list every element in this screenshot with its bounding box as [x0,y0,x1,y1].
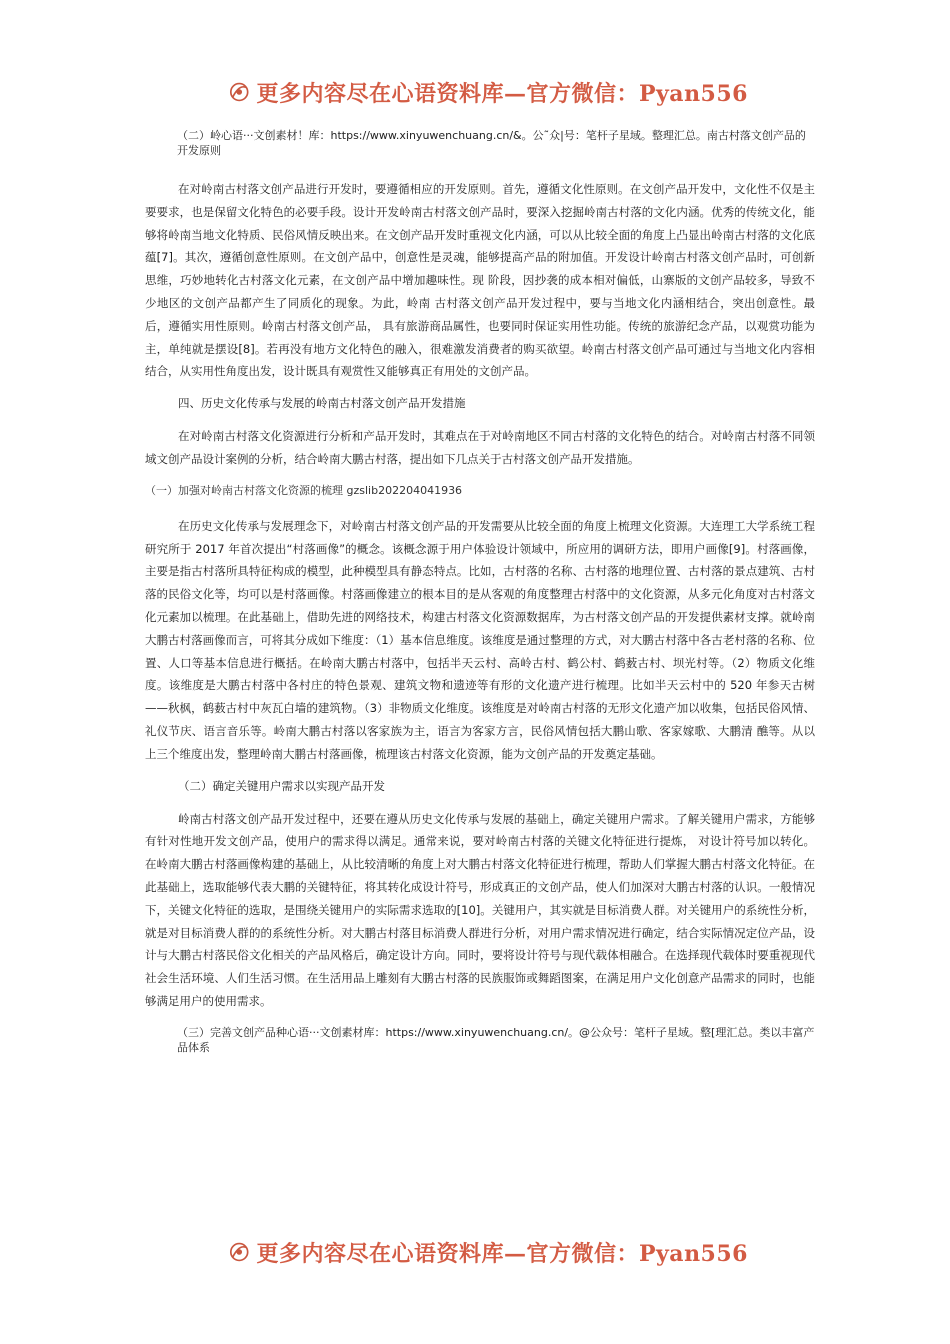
document-body [145,128,815,1075]
subsection-heading: （一）加强对岭南古村落文化资源的梳理 gzslib202204041936 [145,483,463,497]
section-heading: 四、历史文化传承与发展的岭南古村落文创产品开发措施 [178,396,466,411]
footer-banner [228,1232,748,1272]
paragraph: 在对岭南古村落文创产品进行开发时，要遵循相应的开发原则。首先，遵循文化性原则。在文创产品开发中，文化性不仅是主要要求，也是保留文化特色的必要手段。设计开发岭南古村落文创产品时，要深入挖掘岭南古村落的文化内涵。优秀的传统文化，能够将岭南当地文化特质、民俗风情反映出来。在文创产品开发时重视文化内涵，可以从比较全面的角度上凸显出岭南古村落的文化底蕴[7]。其次，遵循创意性原则。在文创产品中，创意性是灵魂，能够提高产品的附加值。开发设计岭南古村落文创产品时，可创新思维，巧妙地转化古村落文化元素，在文创产品中增加趣味性。现 阶段，因抄袭的成本相对偏低，山寨版的文创产品较多，导致不少地区的文创产品都产生了同质化的现象。为此，岭南 古村落文创产品开发过程中，要与当地文化内涵相结合，突出创意性。最后，遵循实用性原则。岭南古村落文创产品， 具有旅游商品属性，也要同时保证实用性功能。传统的旅游纪念产品，以观赏功能为主，单纯就是摆设[8]。若再没有地方文化特色的融入，很难激发消费者的购买欲望。岭南古村落文创产品可通过与当地文化内容相结合，从实用性角度出发，设计既具有观赏性又能够真正有用处的文创产品。 [145,182,815,379]
logo-icon [228,74,250,110]
header-banner [228,72,748,112]
logo-icon [228,1234,250,1270]
subsection-heading: （二）确定关键用户需求以实现产品开发 [178,778,385,793]
paragraph: 在对岭南古村落文化资源进行分析和产品开发时，其难点在于对岭南地区不同古村落的文化特色的结合。对岭南古村落不同领域文创产品设计案例的分析，结合岭南大鹏古村落，提出如下几点关于古村落文创产品开发措施。 [145,429,815,466]
paragraph: 在历史文化传承与发展理念下，对岭南古村落文创产品的开发需要从比较全面的角度上梳理文化资源。大连理工大学系统工程研究所于 2017 年首次提出“村落画像”的概念。该概念源于用户体验设计领域中，所应用的调研方法，即用户画像[9]。村落画像，主要是指古村落所具特征构成的模型，此种模型具有静态特点。比如，古村落的名称、古村落的地理位置、古村落的景点建筑、古村落的民俗文化等，均可以是村落画像。村落画像建立的根本目的是从客观的角度整理古村落中的文化资源，从多元化角度对古村落文化元素加以梳理。在此基础上，借助先进的网络技术，构建古村落文化资源数据库，为古村落文创产品的开发提供素材支撑。就岭南大鹏古村落画像而言，可将其分成如下维度：（1）基本信息维度。该维度是通过整理的方式，对大鹏古村落中各古老村落的名称、位置、人口等基本信息进行概括。在岭南大鹏古村落中，包括半天云村、高岭古村、鹤公村、鹤薮古村、坝光村等。（2）物质文化维度。该维度是大鹏古村落中各村庄的特色景观、建筑文物和遗迹等有形的文化遗产进行梳理。比如半天云村中的 520 年参天古树——秋枫，鹤薮古村中灰瓦白墙的建筑物。（3）非物质文化维度。该维度是对岭南古村落的无形文化遗产加以收集，包括民俗风情、礼仪节庆、语言音乐等。岭南大鹏古村落以客家族为主，语言为客家方言，民俗风情包括大鹏山歌、客家嫁歌、大鹏清 醮等。从以上三个维度出发，整理岭南大鹏古村落画像，梳理该古村落文化资源，能为文创产品的开发奠定基础。 [145,518,815,761]
subsection-heading: （三）完善文创产品种心语···文创素材库：https://www.xinyuwenchuang.cn/。@公众号：笔杆子星域。整[理汇总。类以丰富产品体系 [177,1025,815,1054]
paragraph: 岭南古村落文创产品开发过程中，还要在遵从历史文化传承与发展的基础上，确定关键用户需求。了解关键用户需求，方能够有针对性地开发文创产品，使用户的需求得以满足。通常来说，要对岭南古村落的关键文化特征进行提炼， 对设计符号加以转化。在岭南大鹏古村落画像构建的基础上，从比较清晰的角度上对大鹏古村落文化特征进行梳理，帮助人们掌握大鹏古村落文化特征。在此基础上，选取能够代表大鹏的关键特征，将其转化成设计符号，形成真正的文创产品，使人们加深对大鹏古村落的认识。一般情况下，关键文化特征的选取，是围绕关键用户的实际需求选取的[10]。关键用户，其实就是目标消费人群。对关键用户的系统性分析，就是对目标消费人群的的系统性分析。对大鹏古村落目标消费人群进行分析，对用户需求情况进行确定，结合实际情况定位产品，设计与大鹏古村落民俗文化相关的产品风格后，确定设计方向。同时，要将设计符号与现代载体相融合。在选择现代载体时要重视现代社会生活环境、人们生活习惯。在生活用品上雕刻有大鹏古村落的民族服饰或舞蹈图案，在满足用户文化创意产品需求的同时，也能够满足用户的使用需求。 [145,811,815,1008]
section-heading: （二）岭心语···文创素材！库：https://www.xinyuwenchuang.cn/&。公˜众|号：笔杆子星域。整理汇总。南古村落文创产品的开发原则 [177,129,806,157]
banner-text: 更多内容尽在心语资料库—官方微信：Pyan556 [256,1240,748,1267]
banner-text: 更多内容尽在心语资料库—官方微信：Pyan556 [256,80,748,107]
